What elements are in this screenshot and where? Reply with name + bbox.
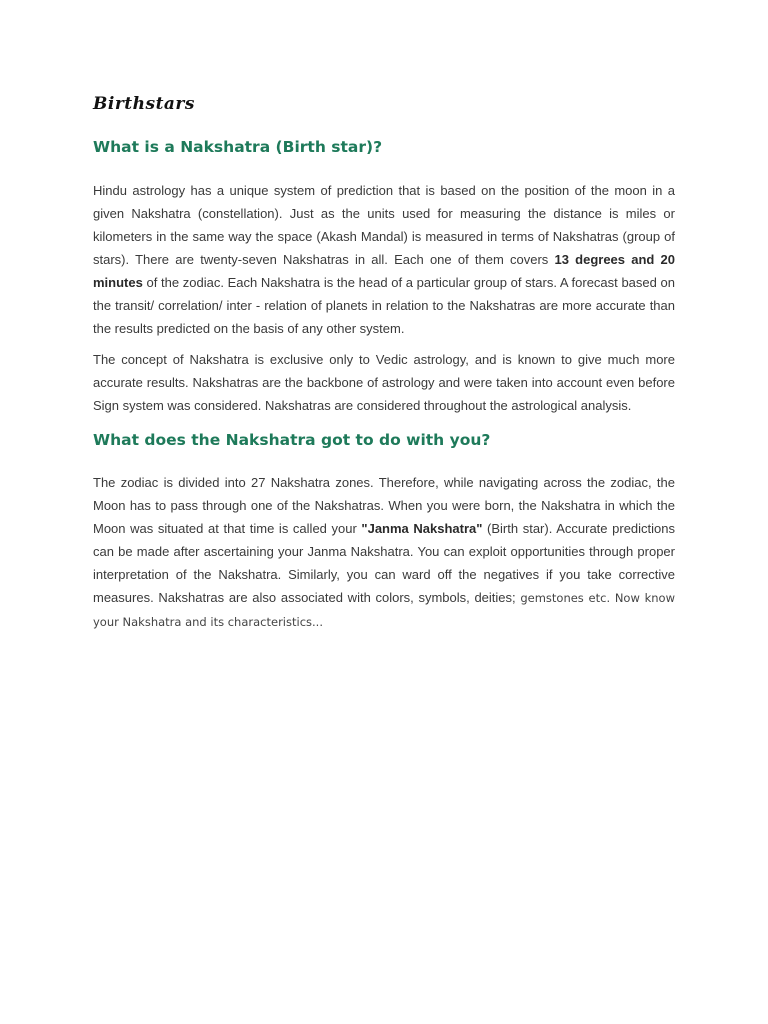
paragraph-text: Hindu astrology has a unique system of prediction that is based on the position of the moon in a given Nakshatra (constellation). Just as the units used for measuring the distance is miles or kilometers in the same way the space (Akash Mandal) is measured in terms of Nakshatras (group of stars). There are twenty-seven Nakshatras in all. Each one of them covers <box>93 183 675 267</box>
page-title: Birthstars <box>93 94 195 114</box>
paragraph-text: of the zodiac. Each Nakshatra is the head of a particular group of stars. A forecast based on the transit/ correlation/ inter - relation of planets in relation to the Nakshatras are more accurate than the results predicted on the basis of any other system. <box>93 275 675 336</box>
paragraph-intro <box>93 179 675 340</box>
paragraph-bold-text: 13 degrees and 20 minutes <box>93 252 675 290</box>
paragraph-text: (Birth star). Accurate predictions can be made after ascertaining your Janma Nakshatra. You can exploit opportunities through proper interpretation of the Nakshatra. Similarly, you can ward off the negatives if you take corrective measures. Nakshatras are also associated with colors, symbols, deities; <box>93 521 675 605</box>
paragraph-bold-text: "Janma Nakshatra" <box>361 521 483 536</box>
section-heading-what-is-nakshatra: What is a Nakshatra (Birth star)? <box>93 138 383 156</box>
paragraph-text: The zodiac is divided into 27 Nakshatra zones. Therefore, while navigating across the zodiac, the Moon has to pass through one of the Nakshatras. When you were born, the Nakshatra in which the Moon was situated at that time is called your <box>93 475 675 536</box>
paragraph-concept: The concept of Nakshatra is exclusive only to Vedic astrology, and is known to give much more accurate results. Nakshatras are the backbone of astrology and were taken into account even before Sign system was considered. Nakshatras are considered throughout the astrological analysis. <box>93 352 675 413</box>
paragraph-zodiac <box>93 471 675 634</box>
paragraph-tail-text: gemstones etc. Now know your Nakshatra and its characteristics... <box>93 591 675 629</box>
document-page <box>93 94 675 642</box>
section-heading-nakshatra-and-you: What does the Nakshatra got to do with you? <box>93 431 491 449</box>
